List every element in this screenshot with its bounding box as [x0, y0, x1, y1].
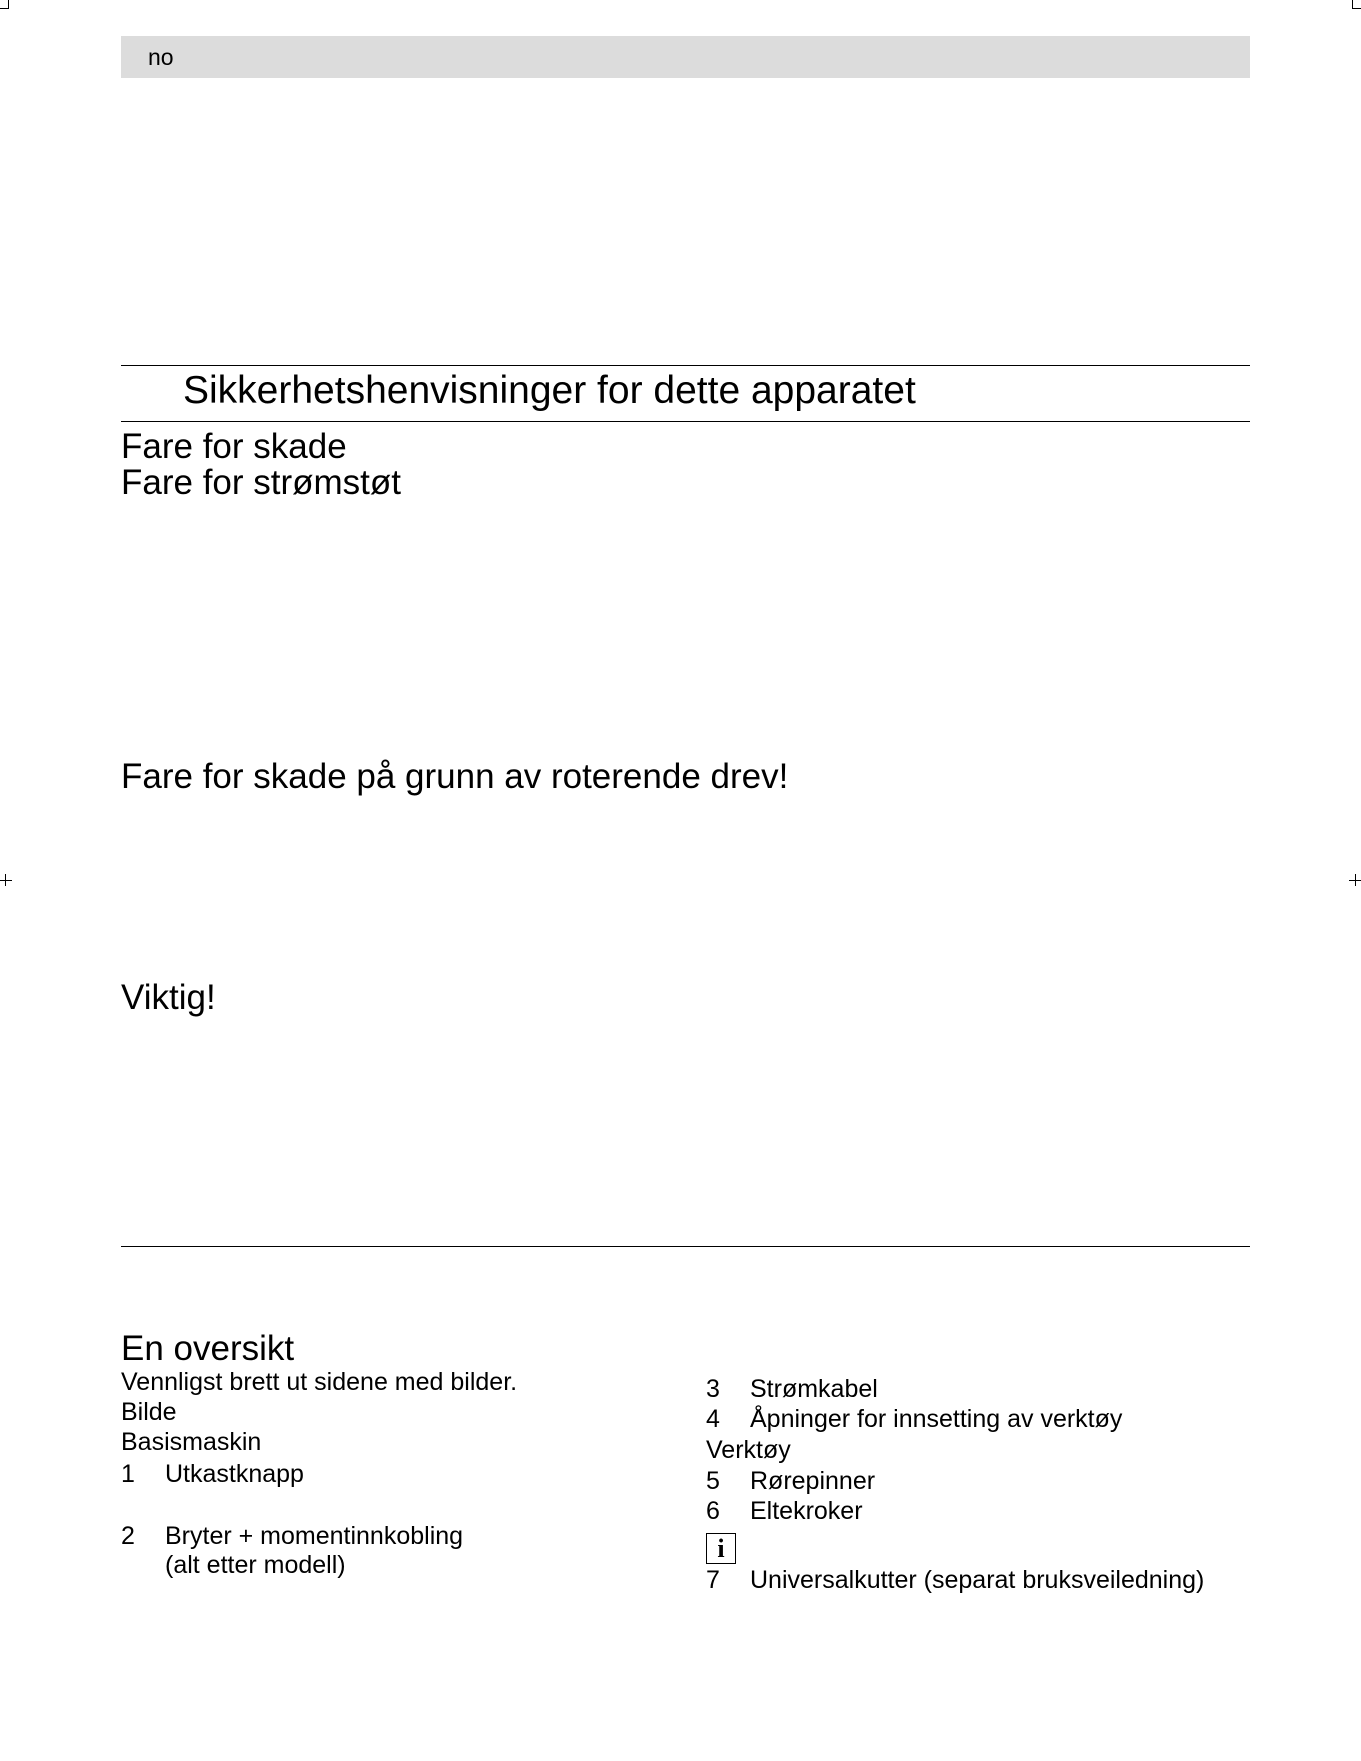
item-text: Åpninger for innsetting av verktøy: [750, 1405, 1123, 1433]
section-bottom-rule: [121, 1246, 1250, 1247]
tools-label: Verktøy: [706, 1436, 791, 1464]
list-item: [121, 1522, 463, 1550]
info-icon: i: [706, 1533, 736, 1564]
list-item: [706, 1405, 1122, 1433]
item-number: 6: [706, 1497, 720, 1525]
item-text: Eltekroker: [750, 1497, 863, 1525]
crop-mark-top-right: [1352, 8, 1361, 9]
overview-title: En oversikt: [121, 1329, 295, 1368]
crop-mark-mid-left-v: [5, 874, 6, 886]
item-text: Rørepinner: [750, 1467, 876, 1495]
item-number: 4: [706, 1405, 720, 1433]
heading-electric-shock: Fare for strømstøt: [121, 463, 401, 502]
item-text: Bryter + momentinnkobling: [165, 1522, 464, 1550]
crop-mark-mid-right-v: [1355, 874, 1356, 886]
item-text: Utkastknapp: [165, 1460, 304, 1488]
heading-injury-risk: Fare for skade: [121, 427, 347, 466]
item-number: 7: [706, 1566, 720, 1594]
crop-mark-mid-left: [0, 880, 12, 881]
list-item: [706, 1497, 863, 1525]
item-number: 1: [121, 1460, 135, 1488]
heading-rotating-drive: Fare for skade på grunn av roterende drev!: [121, 757, 789, 796]
section-title: Sikkerhetshenvisninger for dette apparatet: [183, 369, 916, 412]
base-machine-label: Basismaskin: [121, 1428, 262, 1456]
list-item: [706, 1375, 878, 1403]
section-top-rule: [121, 365, 1250, 366]
item-number: 2: [121, 1522, 135, 1550]
item-text: Strømkabel: [750, 1375, 878, 1403]
overview-intro: Vennligst brett ut sidene med bilder.: [121, 1368, 518, 1396]
list-item: [121, 1460, 304, 1488]
list-item: [706, 1467, 875, 1495]
crop-mark-top-left-v: [8, 0, 9, 9]
section-title-underline: [121, 421, 1250, 422]
language-header-bar: [121, 36, 1250, 78]
item-note: (alt etter modell): [165, 1551, 346, 1579]
language-code: no: [148, 44, 174, 70]
crop-mark-top-right-v: [1352, 0, 1353, 9]
picture-label: Bilde: [121, 1398, 177, 1426]
item-text: Universalkutter (separat bruksveiledning): [750, 1566, 1205, 1594]
list-item: [706, 1566, 1204, 1594]
item-number: 3: [706, 1375, 720, 1403]
item-number: 5: [706, 1467, 720, 1495]
heading-important: Viktig!: [121, 978, 216, 1017]
